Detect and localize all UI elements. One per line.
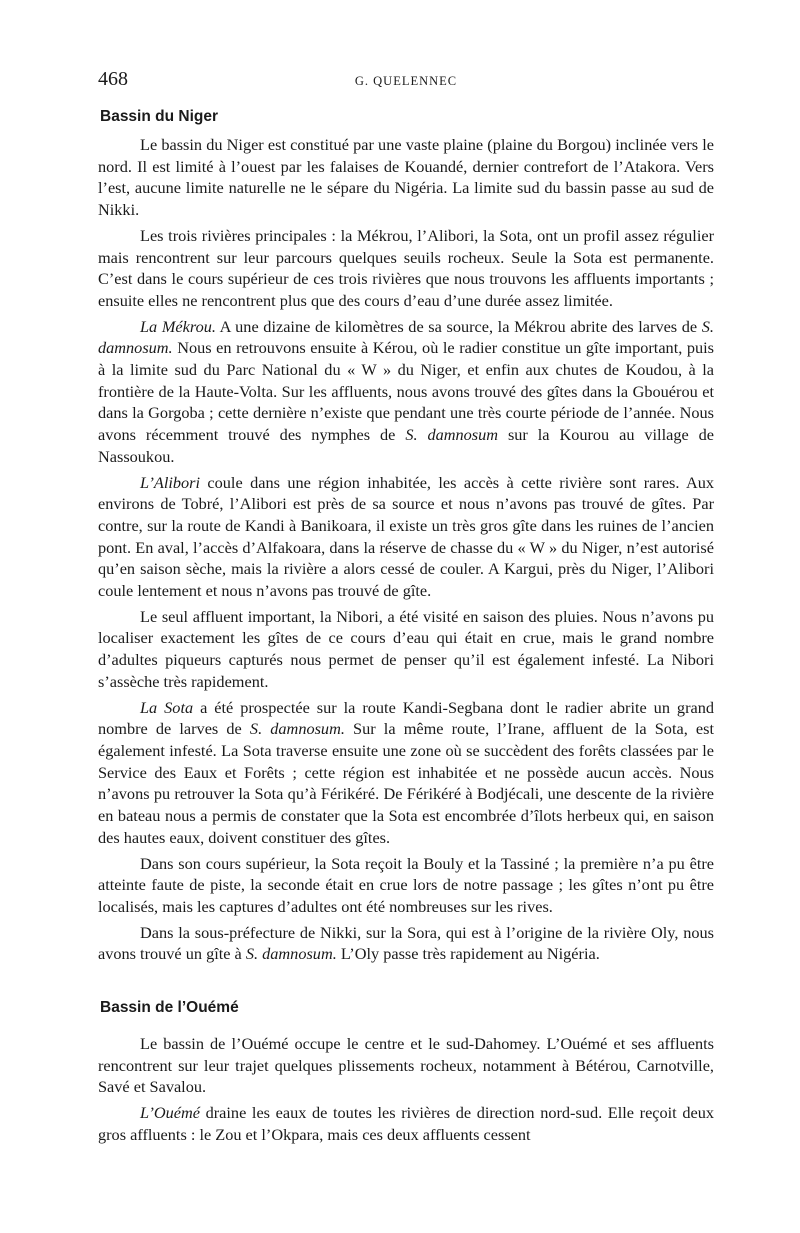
paragraph bbox=[98, 316, 714, 468]
italic-run: La Mékrou. bbox=[140, 316, 216, 336]
text-run: L’Oly passe très rapidement au Nigéria. bbox=[336, 944, 600, 964]
italic-run: L’Alibori bbox=[140, 472, 201, 492]
paragraph bbox=[98, 1102, 714, 1145]
page-number: 468 bbox=[98, 68, 128, 90]
paragraph bbox=[98, 1033, 714, 1098]
italic-run: S. damnosum. bbox=[245, 944, 337, 964]
text-run: A une dizaine de kilomètres de sa source, la Mékrou abrite des larves de bbox=[215, 316, 702, 336]
text-run: Le bassin de l’Ouémé occupe le centre et le sud-Dahomey. L’Ouémé et ses affluents rencontrent sur leur trajet quelques plissements rocheux, notamment à Bétérou, Carnotville, Savé et Savalou. bbox=[98, 1034, 714, 1097]
paragraph bbox=[98, 225, 714, 312]
text-run: draine les eaux de toutes les rivières de direction nord-sud. Elle reçoit deux gros affluents : le Zou et l’Okpara, mais ces deux affluents cessent bbox=[98, 1103, 714, 1144]
paragraph bbox=[98, 922, 714, 965]
section-heading: Bassin de l’Ouémé bbox=[100, 999, 239, 1017]
text-run: a été prospectée sur la route Kandi-Segbana dont le radier abrite un grand nombre de larves de bbox=[98, 697, 714, 739]
paragraph bbox=[98, 697, 714, 849]
section-bassin-de-l-oueme bbox=[98, 999, 714, 1146]
italic-run: S. damnosum. bbox=[98, 316, 714, 358]
text-run: Les trois rivières principales : la Mékrou, l’Alibori, la Sota, ont un profil assez régulier mais rencontrent sur leur parcours quelques seuils rocheux. Seule la Sota est permanente. C’est dans le cours supérieur de ces trois rivières que nous trouvons les affluents importants ; ensuite elles ne rencontrent plus que des cours d’eau d’une durée assez limitée. bbox=[98, 225, 714, 310]
italic-run: La Sota bbox=[140, 697, 194, 717]
text-run: Le seul affluent important, la Nibori, a été visité en saison des pluies. Nous n’avons pu localiser exactement les gîtes de ce cours d’eau qui était en crue, mais le grand nombre d’adultes piqueurs capturés nous permet de penser qu’il est également infesté. La Nibori s’assèche très rapidement. bbox=[98, 606, 714, 691]
text-run: sur la Kourou au village de Nassoukou. bbox=[98, 425, 714, 466]
text-run: coule dans une région inhabitée, les accès à cette rivière sont rares. Aux environs de Tobré, l’Alibori est près de sa source et nous n’avons pas trouvé de gîtes. Par contre, sur la route de Kandi à Banikoara, il existe un très gros gîte dans les ruines de l’ancien pont. En aval, l’accès d’Alfakoara, dans la réserve de chasse du « W » du Niger, n’est autorisé qu’en saison sèche, mais la rivière a alors cessé de couler. A Kargui, près du Niger, l’Alibori coule lentement et nous n’avons pas trouvé de gîte. bbox=[98, 472, 714, 601]
text-run: Nous en retrouvons ensuite à Kérou, où le radier constitue un gîte important, puis à la limite sud du Parc National du « W » du Niger, et enfin aux chutes de Koudou, à la frontière de la Haute-Volta. Sur les affluents, nous avons trouvé des gîtes dans la Gbouérou et dans la Gorgoba ; cette dernière n’existe que pendant une très courte période de l’année. Nous avons récemment trouvé des nymphes de bbox=[98, 338, 714, 445]
paragraph bbox=[98, 134, 714, 221]
section-heading: Bassin du Niger bbox=[100, 108, 218, 125]
text-run: Dans la sous-préfecture de Nikki, sur la Sora, qui est à l’origine de la rivière Oly, nous avons trouvé un gîte à bbox=[98, 922, 714, 964]
italic-run: L’Ouémé bbox=[140, 1103, 200, 1123]
page-header bbox=[98, 66, 714, 100]
paragraph bbox=[98, 472, 714, 602]
italic-run: S. damnosum bbox=[405, 425, 499, 445]
page bbox=[98, 66, 714, 1150]
text-run: Le bassin du Niger est constitué par une vaste plaine (plaine du Borgou) inclinée vers le nord. Il est limité à l’ouest par les falaises de Kouandé, dernier contrefort de l’Atakora. Vers l’est, aucune limite naturelle ne le sépare du Nigéria. La limite sud du bassin passe au sud de Nikki. bbox=[98, 135, 714, 220]
running-head: G. QUELENNEC bbox=[354, 74, 458, 88]
text-run: Sur la même route, l’Irane, affluent de la Sota, est également infesté. La Sota traverse ensuite une zone où se succèdent des forêts classées par le Service des Eaux et Forêts ; cette région est inhabitée et ne possède aucun accès. Nous n’avons pu retrouver la Sota qu’à Férikéré. De Férikéré à Bodjécali, une descente de la rivière en bateau nous a permis de constater que la Sota est encombrée d’îlots herbeux qui, en saison des hautes eaux, doivent constituer des gîtes. bbox=[98, 719, 714, 847]
paragraph bbox=[98, 853, 714, 918]
text-run: Dans son cours supérieur, la Sota reçoit la Bouly et la Tassiné ; la première n’a pu être atteinte faute de piste, la seconde était en crue lors de notre passage ; les gîtes n’ont pu être localisés, mais les captures d’adultes ont été nombreuses sur les rives. bbox=[98, 853, 714, 916]
italic-run: S. damnosum. bbox=[249, 719, 345, 739]
section-bassin-du-niger bbox=[98, 108, 714, 965]
paragraph bbox=[98, 606, 714, 693]
